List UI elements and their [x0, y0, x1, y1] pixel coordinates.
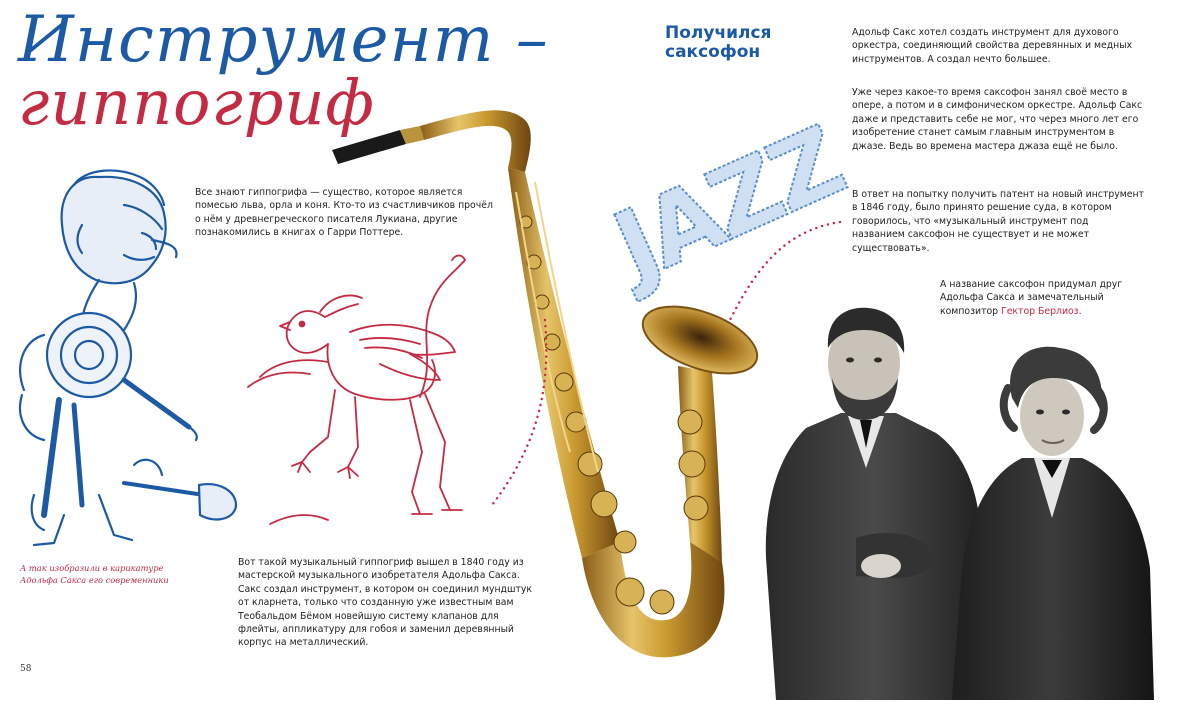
portrait-hector-berlioz: [942, 348, 1162, 700]
jazz-sketch: [598, 88, 858, 303]
section-heading: Получился саксофон: [665, 23, 772, 62]
hippogriff-paragraph: Вот такой музыкальный гиппогриф вышел в 1840 году из мастерской музыкального изобретателя Адольфа Сакса. Сакс создал инструмент, в котором он соединил мундштук от кларнета, только что созданную уже известным вам Теобальдом Бёмом новейшую систему клапанов для флейты, аппликатуру для гобоя и заменил деревянный корпус на металлический.: [238, 557, 533, 649]
page-title-line2: гиппогриф: [18, 66, 375, 139]
right-paragraph-1: Адольф Сакс хотел создать инструмент для духового оркестра, соединяющий свойства деревянных и медных инструментов. А создал нечто большее.: [852, 27, 1133, 65]
jazz-word: JAZZ: [598, 105, 858, 303]
page-title-line1: Инструмент –: [18, 3, 549, 77]
intro-paragraph: Все знают гиппогрифа — существо, которое является помесью льва, орла и коня. Кто-то из счастливчиков прочёл о нём у древнегреческого писателя Лукиана, другие познакомились в книгах о Гарри Поттере.: [195, 187, 493, 239]
berlioz-suffix: .: [1078, 305, 1082, 317]
caricature-caption: А так изобразили в карикатуре Адольфа Сакса его современники: [20, 563, 169, 585]
right-paragraph-3: В ответ на попытку получить патент на новый инструмент в 1846 году, было принято решение суда, в котором говорилось, что «музыкальный инструмент под названием саксофон не существует и не может существовать».: [852, 189, 1144, 254]
berlioz-intro-text: А название саксофон придумал друг Адольфа Сакса и замечательный композитор: [940, 279, 1123, 317]
right-paragraph-2: Уже через какое-то время саксофон занял своё место в опере, а потом и в симфоническом оркестре. Адольф Сакс даже и представить себе не мог, что через много лет его изобретение станет самым главным инструментом в джазе. Ведь во времена мастера джаза ещё не было.: [852, 87, 1143, 152]
page-number: 58: [20, 664, 32, 674]
berlioz-name: Гектор Берлиоз: [1001, 305, 1079, 317]
